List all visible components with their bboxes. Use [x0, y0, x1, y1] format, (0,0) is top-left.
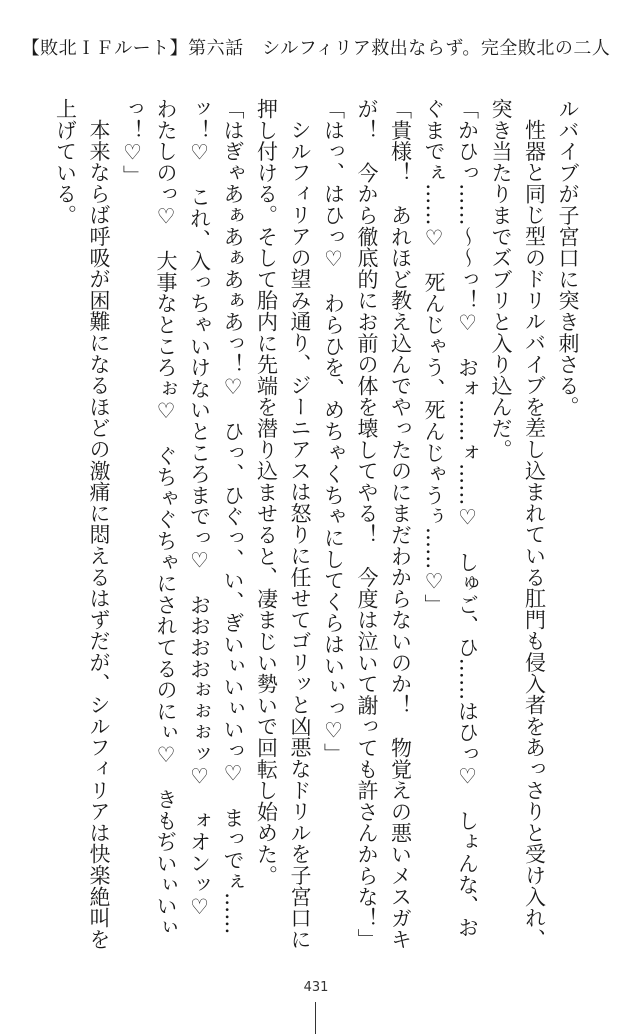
- paragraph: シルフィリアの望み通り、ジーニアスは怒りに任せてゴリッと凶悪なドリルを子宮口に押し付ける。そして胎内に先端を潜り込ませると、凄まじい勢いで回転し始めた。: [254, 98, 312, 950]
- page-marker-line: [315, 1002, 316, 1034]
- page-number: 431: [303, 980, 329, 995]
- dialogue-line: 「はぎゃあぁあぁあぁあっ！♡ ひっ、ひぐっ、い、ぎいぃいぃいっ♡ まっでぇ……ッ！♡ これ、入っちゃいけないところまでっ♡ おおおおぉぉぉッ♡ ォオンッ♡ わたしのっ♡ 大事なところぉ♡ ぐちゃぐちゃにされてるのにぃ♡ きもぢいぃいぃっ！♡」: [120, 98, 245, 941]
- dialogue-line: 「はっ、はひっ♡ わらひを、めちゃくちゃにしてくらはいぃっ♡」: [321, 98, 346, 765]
- dialogue-line: 「貴様！ あれほど教え込んでやったのにまだわからないのか！ 物覚えの悪いメスガキが！ 今から徹底的にお前の体を壊してやる！ 今度は泣いて謝っても許さんからな！」: [355, 98, 413, 950]
- page-title: 【敗北ＩＦルート】第六話 シルフィリア救出ならず。完全敗北の二人: [21, 38, 611, 59]
- paragraph: 性器と同じ型のドリルバイブを差し込まれている肛門も侵入者をあっさりと受け入れ、突き当たりまでズブリと入り込んだ。: [489, 98, 547, 950]
- dialogue-line: 「かひっ……～～っ！♡ おォ……ォ……♡ しゅご、ひ……はひっ♡ しょんな、おぐまでぇ……♡ 死んじゃう、死んじゃうぅ……♡」: [422, 98, 480, 938]
- paragraph: ルバイブが子宮口に突き刺さる。: [556, 98, 580, 418]
- body-text: [48, 98, 584, 958]
- paragraph: 本来ならば呼吸が困難になるほどの激痛に悶えるはずだが、シルフィリアは快楽絶叫を上げている。: [53, 98, 111, 950]
